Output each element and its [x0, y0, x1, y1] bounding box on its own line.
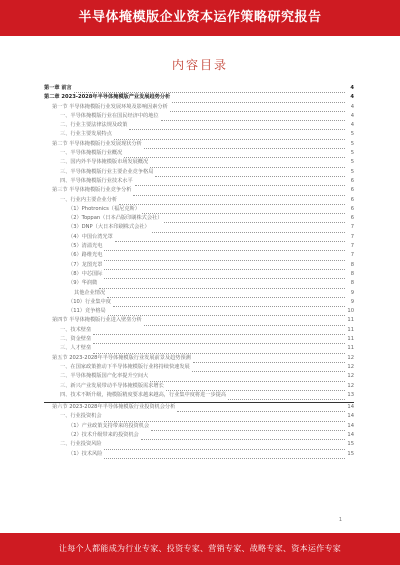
- toc-entry[interactable]: [44, 158, 354, 167]
- toc-leader-dots: [108, 309, 345, 316]
- toc-entry[interactable]: [44, 372, 354, 381]
- toc-entry-page: 7: [350, 224, 354, 231]
- toc-entry[interactable]: [44, 186, 354, 195]
- toc-leader-dots: [93, 347, 345, 354]
- toc-leader-dots: [177, 405, 345, 412]
- toc-entry-label: 第五节 2023-2028年半导体掩模版行业发展前景及趋势预测: [52, 354, 191, 361]
- toc-entry-label: 三、人才壁垒: [60, 345, 92, 352]
- toc-entry-label: 一、半导体掩模版行业概况: [60, 150, 123, 157]
- toc-entry-page: 4: [350, 122, 354, 129]
- toc-entry-page: 4: [350, 112, 354, 119]
- footer-slogan: 让每个人都能成为行业专家、投资专家、营销专家、战略专家、资本运作专家: [58, 544, 342, 553]
- toc-entry[interactable]: [44, 440, 354, 449]
- toc-entry[interactable]: [44, 214, 354, 223]
- toc-entry-label: （2）Toppan（日本凸版印刷株式会社）: [68, 215, 163, 222]
- toc-entry-label: （1）Photronics（福尼克斯）: [68, 205, 140, 212]
- report-title: 半导体掩模版企业资本运作策略研究报告: [78, 10, 322, 25]
- toc-leader-dots: [113, 300, 345, 307]
- toc-entry-label: 第二节 半导体掩模版行业发展现状分析: [52, 140, 142, 147]
- toc-entry[interactable]: [44, 251, 354, 260]
- toc-entry-label: 其他企业情况: [74, 289, 106, 296]
- toc-entry[interactable]: [44, 344, 354, 353]
- toc-entry-page: 9: [350, 298, 354, 305]
- toc-leader-dots: [152, 226, 345, 233]
- toc-entry-label: （1）产业政策支持带来的投资机会: [68, 422, 150, 429]
- toc-leader-dots: [93, 328, 345, 335]
- toc-entry-label: （5）清溢光电: [68, 243, 103, 250]
- toc-entry-page: 7: [350, 233, 354, 240]
- toc-entry[interactable]: [44, 84, 354, 93]
- toc-entry-label: 第六节 2023-2028年半导体掩模版行业投资机会分析: [52, 404, 176, 411]
- toc-entry-label: 二、行业投资风险: [60, 441, 102, 448]
- toc-entry[interactable]: [44, 103, 354, 112]
- toc-entry-page: 6: [350, 215, 354, 222]
- toc-entry-label: 第四节 半导体掩模版行业进入壁垒分析: [52, 317, 142, 324]
- toc-entry-page: 7: [350, 252, 354, 259]
- toc-entry-page: 5: [350, 131, 354, 138]
- toc-leader-dots: [135, 179, 345, 186]
- toc-entry[interactable]: [44, 316, 354, 325]
- toc-entry[interactable]: [44, 177, 354, 186]
- toc-entry-page: 8: [350, 270, 354, 277]
- toc-entry-page: 11: [347, 326, 354, 333]
- toc-entry[interactable]: [44, 307, 354, 316]
- toc-entry[interactable]: [44, 168, 354, 177]
- toc-entry-page: 6: [350, 205, 354, 212]
- toc-leader-dots: [141, 433, 345, 440]
- toc-entry[interactable]: [44, 326, 354, 335]
- toc-entry[interactable]: [44, 196, 354, 205]
- toc-entry[interactable]: [44, 233, 354, 242]
- toc-entry-label: 二、半导体掩模版国产化率提升空间大: [60, 373, 149, 380]
- header-bar: [0, 0, 400, 36]
- toc-entry-label: 一、行业投资机会: [60, 413, 102, 420]
- toc-entry[interactable]: [44, 261, 354, 270]
- toc-leader-dots: [104, 272, 345, 279]
- toc-entry-page: 11: [347, 345, 354, 352]
- toc-entry-page: 12: [347, 373, 354, 380]
- toc-entry-page: 6: [350, 196, 354, 203]
- toc-leader-dots: [166, 384, 345, 391]
- toc-entry[interactable]: [44, 149, 354, 158]
- toc-entry[interactable]: [44, 279, 354, 288]
- toc-entry-label: 第二章 2023-2028年半导体掩模版产业发展趋势分析: [44, 94, 171, 101]
- toc-entry-label: （2）技术升级带来的投资机会: [68, 431, 139, 438]
- toc-entry-page: 14: [347, 431, 354, 438]
- toc-leader-dots: [150, 161, 345, 168]
- toc-entry-page: 14: [347, 413, 354, 420]
- toc-entry-page: 8: [350, 261, 354, 268]
- toc-entry-label: （3）DNP（大日本印刷株式会社）: [68, 224, 150, 231]
- toc-entry[interactable]: [44, 354, 354, 363]
- toc-entry-page: 6: [350, 187, 354, 194]
- toc-entry-label: 第一章 前言: [44, 85, 72, 91]
- toc-entry-label: （6）路维光电: [68, 252, 103, 259]
- toc-entry-page: 5: [350, 150, 354, 157]
- toc-entry-label: 四、半导体掩模版行业技术水平: [60, 177, 133, 184]
- toc-entry-page: 5: [350, 159, 354, 166]
- toc-entry-label: 三、新兴产业发展带动半导体掩模版需求增长: [60, 382, 164, 389]
- page-number: 1: [338, 517, 342, 523]
- toc-entry-label: 三、半导体掩模版行业主要企业竞争格局: [60, 168, 154, 175]
- toc-entry-label: 二、资金壁垒: [60, 336, 92, 343]
- toc-entry-page: 5: [350, 140, 354, 147]
- toc-entry[interactable]: [44, 93, 354, 102]
- toc-leader-dots: [228, 393, 345, 400]
- toc-entry-page: 14: [347, 404, 354, 411]
- toc-entry[interactable]: [44, 391, 354, 400]
- toc-entry-page: 11: [347, 336, 354, 343]
- toc-entry[interactable]: [44, 382, 354, 391]
- toc-leader-dots: [99, 282, 345, 289]
- toc-entry-page: 9: [350, 289, 354, 296]
- toc-entry-page: 12: [347, 382, 354, 389]
- toc-leader-dots: [151, 424, 345, 431]
- toc-entry-label: 四、技术不断升级，掩模版精度要求越来越高，行业集中度将进一步提高: [60, 391, 227, 398]
- toc-entry-page: 15: [347, 441, 354, 448]
- toc-leader-dots: [104, 254, 345, 261]
- toc-entry[interactable]: [44, 450, 354, 459]
- toc-page: [0, 36, 400, 533]
- toc-entry[interactable]: [44, 121, 354, 130]
- toc-entry[interactable]: [44, 363, 354, 372]
- toc-entry-page: 4: [350, 85, 354, 91]
- toc-heading: 内容目录: [171, 58, 228, 72]
- toc-leader-dots: [104, 452, 345, 459]
- toc-entry[interactable]: [44, 270, 354, 279]
- toc-entry-label: 一、技术壁垒: [60, 326, 92, 333]
- toc-entry-page: 6: [350, 177, 354, 184]
- toc-entry[interactable]: [44, 112, 354, 121]
- toc-entry[interactable]: [44, 289, 354, 298]
- toc-leader-dots: [74, 86, 345, 93]
- toc-entry[interactable]: [44, 403, 354, 412]
- toc-leader-dots: [129, 123, 345, 130]
- toc-leader-dots: [142, 207, 345, 214]
- toc-entry-label: 一、半导体掩模版行业在国民经济中的地位: [60, 112, 159, 119]
- toc-entry-label: （10）行业集中度: [68, 298, 111, 305]
- toc-leader-dots: [119, 198, 345, 205]
- toc-entry-label: （11）竞争格局: [68, 308, 106, 315]
- toc-entry[interactable]: [44, 223, 354, 232]
- toc-leader-dots: [104, 263, 345, 270]
- toc-leader-dots: [193, 356, 345, 363]
- toc-entry-page: 4: [350, 94, 354, 101]
- toc-leader-dots: [164, 216, 345, 223]
- toc-leader-dots: [93, 337, 345, 344]
- toc-entry-page: 14: [347, 422, 354, 429]
- toc-leader-dots: [107, 291, 345, 298]
- toc-leader-dots: [133, 189, 345, 196]
- toc-entry[interactable]: [44, 422, 354, 431]
- toc-leader-dots: [124, 151, 345, 158]
- footer-bar: [0, 533, 400, 565]
- toc-entry-label: 一、行业内主要企业分析: [60, 196, 118, 203]
- toc-entry[interactable]: [44, 242, 354, 251]
- toc-entry[interactable]: [44, 140, 354, 149]
- toc-entry[interactable]: [44, 431, 354, 440]
- toc-entry-label: （1）技术风险: [68, 450, 103, 457]
- toc-entry-label: 二、行业主要法律法规及政策: [60, 122, 128, 129]
- toc-leader-dots: [170, 105, 345, 112]
- toc-leader-dots: [104, 244, 345, 251]
- toc-entry-label: 第一节 半导体掩模版行业发展环境及影响因素分析: [52, 103, 168, 110]
- toc-entry-label: （7）龙图光罩: [68, 261, 103, 268]
- toc-leader-dots: [144, 319, 345, 326]
- toc-list: [44, 84, 354, 459]
- toc-leader-dots: [104, 415, 345, 422]
- toc-leader-dots: [192, 365, 345, 372]
- toc-entry-page: 15: [347, 450, 354, 457]
- toc-entry[interactable]: [44, 298, 354, 307]
- toc-entry-label: 一、在国家政策推动下半导体掩模版行业将持续快速发展: [60, 363, 190, 370]
- toc-leader-dots: [172, 96, 345, 103]
- toc-leader-dots: [161, 114, 345, 121]
- toc-leader-dots: [144, 142, 345, 149]
- toc-leader-dots: [150, 375, 345, 382]
- toc-entry-label: （8）中芯国际: [68, 270, 103, 277]
- toc-entry-label: 二、国内外半导体掩模版市场发展概况: [60, 159, 149, 166]
- toc-entry-label: （9）华润微: [68, 280, 98, 287]
- toc-entry-page: 5: [350, 168, 354, 175]
- toc-entry[interactable]: [44, 205, 354, 214]
- toc-leader-dots: [114, 133, 345, 140]
- toc-entry-page: 8: [350, 280, 354, 287]
- toc-entry-page: 10: [347, 308, 354, 315]
- toc-leader-dots: [104, 443, 345, 450]
- toc-entry-page: 13: [347, 391, 354, 398]
- toc-entry-page: 7: [350, 243, 354, 250]
- toc-entry-page: 4: [350, 103, 354, 110]
- toc-entry-label: （4）中国台湾光罩: [68, 233, 113, 240]
- toc-entry[interactable]: [44, 412, 354, 421]
- toc-entry-label: 三、行业主要发展特点: [60, 131, 112, 138]
- toc-entry[interactable]: [44, 335, 354, 344]
- toc-leader-dots: [155, 170, 345, 177]
- toc-entry-label: 第三节 半导体掩模版行业竞争分析: [52, 187, 132, 194]
- toc-entry-page: 12: [347, 354, 354, 361]
- toc-entry[interactable]: [44, 130, 354, 139]
- toc-leader-dots: [115, 235, 345, 242]
- toc-entry-page: 11: [347, 317, 354, 324]
- toc-entry-page: 12: [347, 363, 354, 370]
